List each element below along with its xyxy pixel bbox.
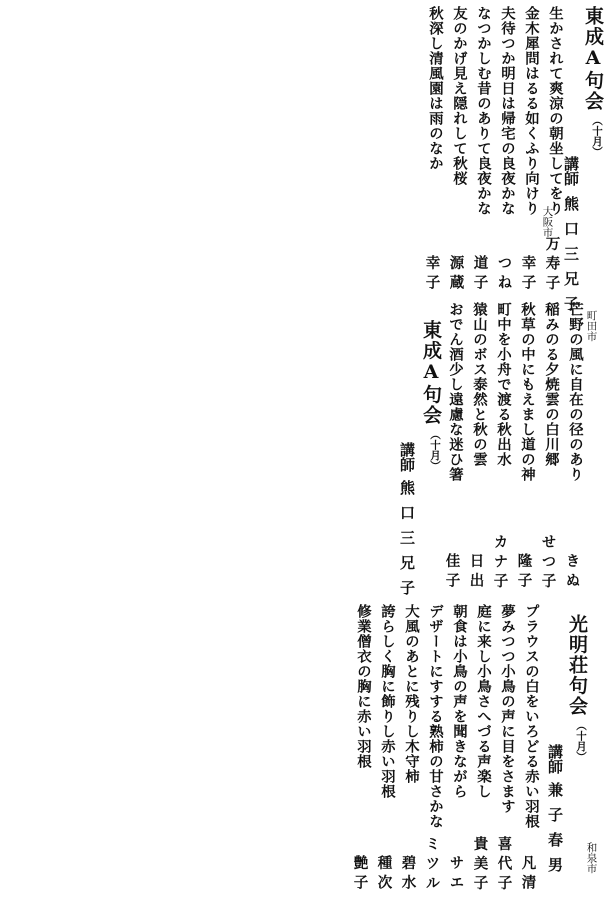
poem-author: せつ子 [539, 533, 557, 592]
poem-text: 生かされて爽涼の朝坐してをり [547, 6, 564, 216]
haiku-group-row2 [0, 302, 600, 605]
lecturer-name: 兼子春男 [546, 782, 564, 882]
poem-text: 猿山のボス泰然と秋の雲 [471, 302, 488, 467]
poem-author: きぬ [563, 553, 581, 592]
poem-author: 貴美子 [471, 835, 489, 894]
poem-author: カナ子 [491, 533, 509, 592]
poem-author: 源蔵 [447, 255, 465, 294]
poem-author: 艶子 [351, 855, 369, 894]
poem-author: 幸子 [519, 255, 537, 294]
poem-text: 大風のあとに残りし木守柿 [403, 604, 420, 784]
group-month: （十月） [591, 114, 603, 157]
group-title: 光明荘句会 [566, 614, 588, 717]
lecturer-name: 熊口三兄子 [398, 480, 416, 605]
group-month: （十月） [429, 428, 441, 471]
city-label: 大阪市 [541, 206, 554, 238]
city-label: 町田市 [585, 310, 598, 342]
poem-text: 朝食は小鳥の声を聞きながら [451, 604, 468, 799]
poem-author: 碧水 [399, 855, 417, 894]
poem-author: 隆子 [515, 553, 533, 592]
poem-text: 夫待つか明日は帰宅の良夜かな [499, 6, 516, 216]
poem-author: 喜代子 [495, 835, 513, 894]
poem-author: つね [495, 255, 513, 294]
lecturer-name: 熊口三兄子 [562, 196, 580, 321]
lecturer-label: 講師 [546, 744, 564, 774]
poem-author: 佳子 [443, 553, 461, 592]
poem-author: 道子 [471, 255, 489, 294]
poem-author: 種次 [375, 855, 393, 894]
poem-text: 夢みつつ小鳥の声に目をさます [499, 604, 516, 814]
group-title: 東成A句会 [420, 320, 442, 426]
group-title: 東成A句会 [582, 6, 604, 112]
poem-text: 芒野の風に自在の径のあり [567, 302, 584, 482]
poem-text: 秋深し清風園は雨のなか [427, 6, 444, 171]
poem-author: 凡清 [519, 855, 537, 894]
poem-text: おでん酒少し遠慮な迷ひ箸 [447, 302, 464, 482]
poem-text: なつかしむ昔のありて良夜かな [475, 6, 492, 216]
poem-text: 稲みのる夕焼雲の白川郷 [543, 302, 560, 467]
haiku-group-row3 [0, 604, 600, 894]
poem-text: 町中を小舟で渡る秋出水 [495, 302, 512, 467]
poem-text: 秋草の中にもえまし道の神 [519, 302, 536, 482]
poem-author: ミツル [423, 835, 441, 894]
poem-text: プラウスの白をいろどる赤い羽根 [523, 604, 540, 829]
lecturer-label: 講師 [398, 442, 416, 472]
poem-text: デザートにすする熟柿の甘さかな [427, 604, 444, 829]
group-month: （十月） [575, 719, 587, 762]
poem-author: 万寿子 [543, 235, 561, 294]
poem-text: 金木犀問はるる如くふり向けり [523, 6, 540, 216]
poem-author: 日出 [467, 553, 485, 592]
poem-author: 幸子 [423, 255, 441, 294]
city-label: 和泉市 [585, 842, 598, 874]
haiku-poems-block-a [0, 6, 604, 294]
lecturer-label: 講師 [562, 156, 580, 186]
poem-author: サエ [447, 855, 465, 894]
poem-text: 修業僧衣の胸に赤い羽根 [355, 604, 372, 769]
poem-text: 庭に来し小鳥さへづる声楽し [475, 604, 492, 799]
poem-text: 誇らしく胸に飾りし赤い羽根 [379, 604, 396, 799]
poem-text: 友のかげ見え隠れして秋桜 [451, 6, 468, 186]
